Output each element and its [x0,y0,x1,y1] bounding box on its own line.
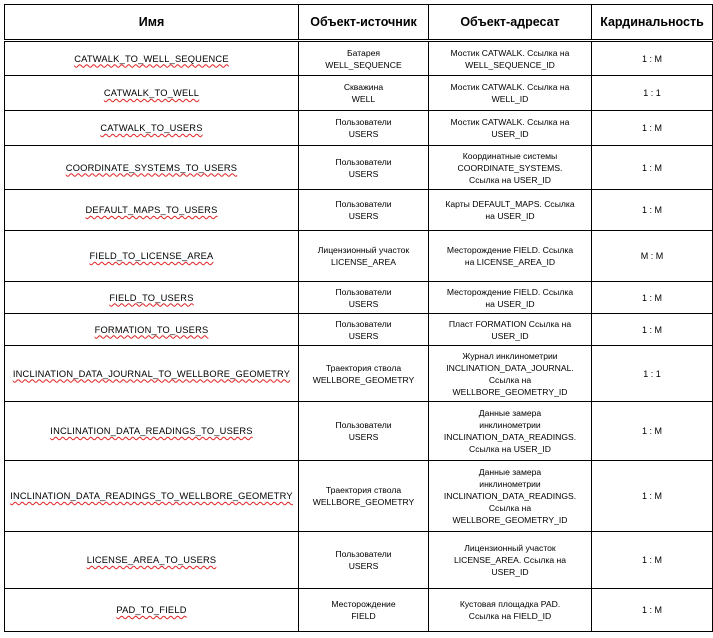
table-row [5,589,713,632]
source-object [299,76,429,111]
target-object-line: Месторождение FIELD. Ссылка [446,286,574,297]
target-object [429,461,592,532]
target-object-line: Карты DEFAULT_MAPS. Ссылка [445,199,575,209]
target-object-line: Мостик CATWALK. Ссылка на [450,117,570,127]
target-object [429,190,592,231]
relation-name-text: FIELD_TO_LICENSE_AREA [89,251,214,261]
source-object-line: Лицензионный участок [317,245,410,255]
target-object-line: Координатные системы [462,150,558,161]
source-object [299,461,429,532]
source-object-line: USERS [348,330,379,341]
target-object-line: Пласт FORMATION Ссылка на [448,318,572,329]
table-row [5,532,713,589]
target-object-line: WELL_SEQUENCE_ID [465,59,555,70]
table-row [5,461,713,532]
target-object-line: WELL_ID [491,94,529,104]
target-object-line: инклинометрии [479,420,541,430]
target-object-line: Ссылка на USER_ID [469,174,551,185]
source-object-line: WELLBORE_GEOMETRY [312,497,415,507]
header-name: Имя [5,5,299,41]
target-object-line: Ссылка на FIELD_ID [468,611,552,621]
target-object-line: Журнал инклинометрии [462,350,558,361]
target-object [429,402,592,461]
target-object-line: INCLINATION_DATA_READINGS. [443,432,577,442]
source-object-line: Батарея [346,47,381,58]
target-object-line: USER_ID [491,567,529,577]
target-object-line: на USER_ID [485,211,535,221]
target-object-line: Ссылка на USER_ID [469,444,551,454]
target-object [429,532,592,589]
source-object-line: Пользователи [335,156,392,167]
relation-name-text: CATWALK_TO_USERS [100,123,203,133]
source-object-line: WELL_SEQUENCE [325,59,402,70]
target-object [429,314,592,346]
relation-name [5,146,299,190]
target-object-line: Мостик CATWALK. Ссылка на [450,47,570,58]
source-object-line: LICENSE_AREA [331,257,396,267]
source-object [299,190,429,231]
source-object-line: Пользователи [335,286,392,297]
target-object [429,76,592,111]
relation-name [5,346,299,402]
table-row [5,402,713,461]
relation-name [5,314,299,346]
target-object-line: Лицензионный участок [464,543,556,553]
source-object-line: Пользователи [335,199,392,209]
target-object-line: Мостик CATWALK. Ссылка на [450,82,570,92]
cardinality-value: 1 : M [592,111,713,146]
cardinality-value: 1 : M [592,282,713,314]
target-object-line: USER_ID [491,129,529,139]
relation-name-text: CATWALK_TO_WELL_SEQUENCE [74,53,229,64]
source-object [299,111,429,146]
target-object [429,146,592,190]
table-row [5,346,713,402]
relation-name-text: CATWALK_TO_WELL [103,88,200,98]
source-object-line: FIELD [351,611,376,621]
source-object-line: USERS [348,432,379,442]
cardinality-value: M : M [592,231,713,282]
relation-name [5,402,299,461]
cardinality-value: 1 : 1 [592,346,713,402]
source-object [299,314,429,346]
source-object-line: USERS [348,211,379,221]
relation-name-text: INCLINATION_DATA_JOURNAL_TO_WELLBORE_GEOMETRY [12,368,291,379]
source-object [299,231,429,282]
source-object-line: USERS [348,129,379,139]
target-object-line: Ссылка на [488,503,532,513]
target-object-line: Данные замера [478,408,542,418]
relation-name-text: FIELD_TO_USERS [109,292,194,303]
target-object-line: LICENSE_AREA. Ссылка на [453,555,567,565]
relation-name-text: PAD_TO_FIELD [116,605,187,615]
target-object [429,111,592,146]
relation-name [5,190,299,231]
source-object-line: WELL [351,94,376,104]
cardinality-value: 1 : M [592,190,713,231]
source-object-line: Пользователи [335,117,392,127]
source-object [299,346,429,402]
relation-name-text: DEFAULT_MAPS_TO_USERS [85,205,218,215]
relation-name [5,589,299,632]
target-object-line: WELLBORE_GEOMETRY_ID [452,386,568,397]
relation-name [5,111,299,146]
target-object-line: на LICENSE_AREA_ID [464,257,556,267]
cardinality-value: 1 : M [592,402,713,461]
source-object [299,532,429,589]
source-object [299,589,429,632]
cardinality-value: 1 : 1 [592,76,713,111]
source-object-line: USERS [348,561,379,571]
target-object [429,231,592,282]
table-row [5,146,713,190]
source-object-line: Траектория ствола [325,485,402,495]
cardinality-value: 1 : M [592,589,713,632]
source-object-line: Пользователи [335,549,392,559]
target-object-line: USER_ID [491,330,529,341]
source-object-line: Скважина [343,82,384,92]
target-object-line: на USER_ID [485,298,535,309]
table-row [5,231,713,282]
target-object [429,589,592,632]
target-object-line: Месторождение FIELD. Ссылка [446,245,574,255]
relation-name [5,282,299,314]
relation-name [5,461,299,532]
relation-name-text: COORDINATE_SYSTEMS_TO_USERS [65,162,238,173]
target-object [429,282,592,314]
table-row [5,314,713,346]
relation-name [5,231,299,282]
relation-name-text: INCLINATION_DATA_READINGS_TO_WELLBORE_GEOMETRY [10,491,293,501]
target-object-line: WELLBORE_GEOMETRY_ID [452,515,568,525]
relation-name [5,532,299,589]
target-object [429,41,592,76]
source-object-line: USERS [348,168,379,179]
relation-name-text: LICENSE_AREA_TO_USERS [86,555,217,565]
target-object-line: Данные замера [478,467,542,477]
cardinality-value: 1 : M [592,41,713,76]
table-row [5,111,713,146]
target-object-line: инклинометрии [479,479,541,489]
source-object [299,146,429,190]
source-object-line: Пользователи [335,420,392,430]
source-object-line: Пользователи [335,318,392,329]
table-row [5,282,713,314]
source-object [299,282,429,314]
target-object [429,346,592,402]
cardinality-value: 1 : M [592,146,713,190]
source-object [299,41,429,76]
relation-name-text: FORMATION_TO_USERS [94,324,209,335]
table-row [5,190,713,231]
target-object-line: COORDINATE_SYSTEMS. [457,162,563,173]
source-object-line: Месторождение [331,599,396,609]
cardinality-value: 1 : M [592,314,713,346]
target-object-line: Ссылка на [488,374,532,385]
source-object-line: WELLBORE_GEOMETRY [312,374,415,385]
header-row [5,5,713,41]
header-source: Объект-источник [299,5,429,41]
header-target: Объект-адресат [429,5,592,41]
table-row [5,76,713,111]
relation-name [5,41,299,76]
relation-name-text: INCLINATION_DATA_READINGS_TO_USERS [50,426,253,436]
relations-table [4,4,713,632]
header-cardinality: Кардинальность [592,5,713,41]
target-object-line: Кустовая площадка PAD. [459,599,561,609]
table-row [5,41,713,76]
relation-name [5,76,299,111]
cardinality-value: 1 : M [592,461,713,532]
target-object-line: INCLINATION_DATA_READINGS. [443,491,577,501]
source-object-line: USERS [348,298,379,309]
source-object-line: Траектория ствола [325,362,402,373]
target-object-line: INCLINATION_DATA_JOURNAL. [446,362,574,373]
cardinality-value: 1 : M [592,532,713,589]
source-object [299,402,429,461]
